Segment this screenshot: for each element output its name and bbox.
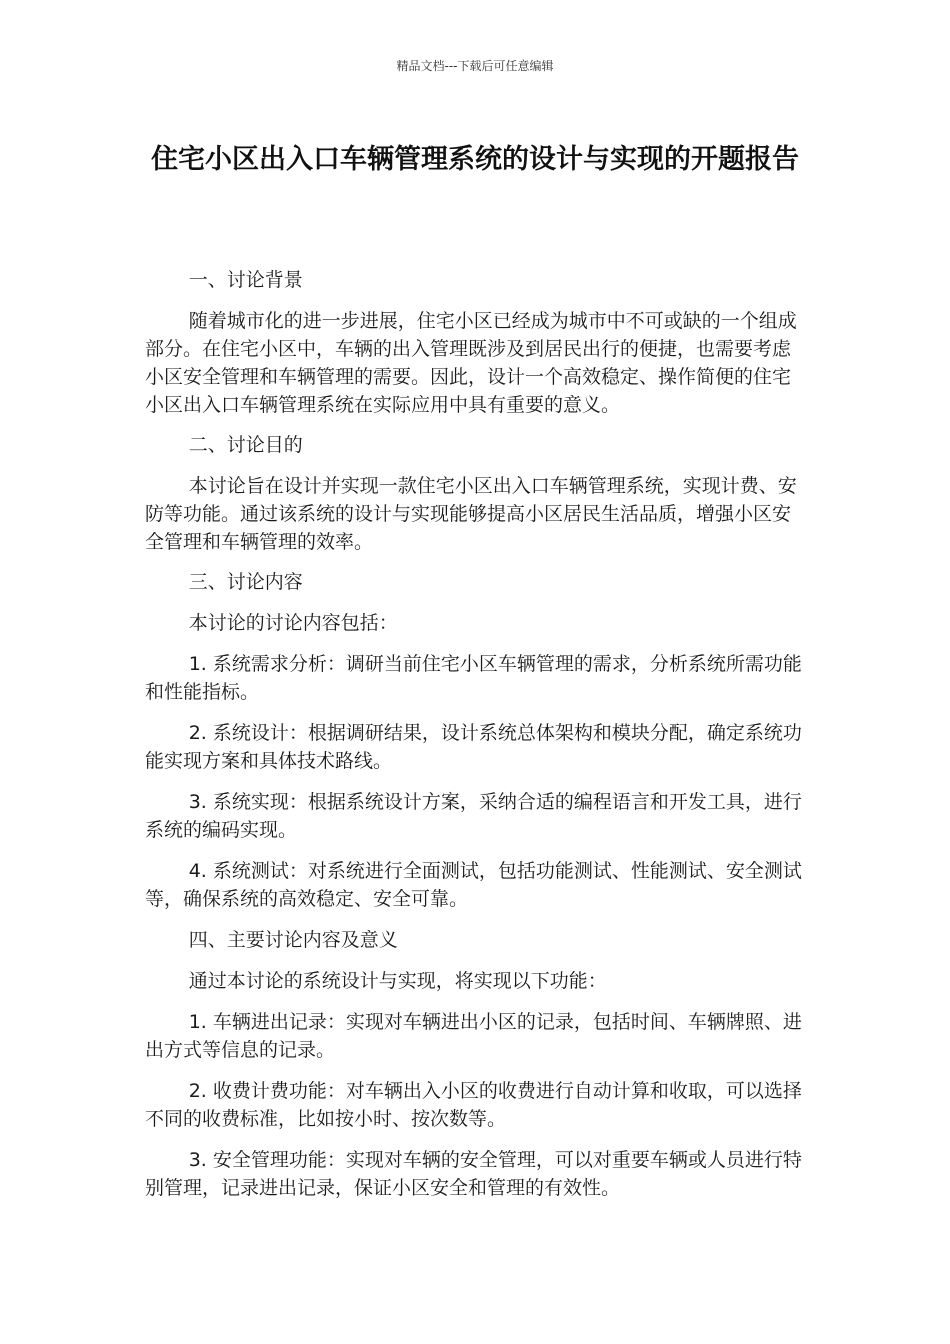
list-item: 3. 安全管理功能：实现对车辆的安全管理，可以对重要车辆或人员进行特别管理，记录进出记录，保证小区安全和管理的有效性。 <box>145 1149 802 1199</box>
list-item: 4. 系统测试：对系统进行全面测试，包括功能测试、性能测试、安全测试等，确保系统的高效稳定、安全可靠。 <box>145 860 802 910</box>
section-heading: 三、讨论内容 <box>188 571 303 593</box>
body-paragraph: 随着城市化的进一步进展，住宅小区已经成为城市中不可或缺的一个组成部分。在住宅小区中，车辆的出入管理既涉及到居民出行的便捷，也需要考虑小区安全管理和车辆管理的需要。因此，设计一个高效稳定、操作简便的住宅小区出入口车辆管理系统在实际应用中具有重要的意义。 <box>145 310 797 416</box>
section-heading: 一、讨论背景 <box>188 269 303 291</box>
list-item: 1. 系统需求分析：调研当前住宅小区车辆管理的需求，分析系统所需功能和性能指标。 <box>145 653 802 703</box>
page-header: 精品文档---下载后可任意编辑 <box>396 59 554 73</box>
document-title: 住宅小区出入口车辆管理系统的设计与实现的开题报告 <box>151 144 799 175</box>
section-intro: 通过本讨论的系统设计与实现，将实现以下功能： <box>188 970 607 992</box>
body-paragraph: 本讨论旨在设计并实现一款住宅小区出入口车辆管理系统，实现计费、安防等功能。通过该系统的设计与实现能够提高小区居民生活品质，增强小区安全管理和车辆管理的效率。 <box>145 475 797 553</box>
section-heading: 四、主要讨论内容及意义 <box>188 929 398 951</box>
list-item: 1. 车辆进出记录：实现对车辆进出小区的记录，包括时间、车辆牌照、进出方式等信息的记录。 <box>145 1011 802 1061</box>
list-item: 2. 收费计费功能：对车辆出入小区的收费进行自动计算和收取，可以选择不同的收费标准，比如按小时、按次数等。 <box>145 1080 802 1130</box>
section-intro: 本讨论的讨论内容包括： <box>188 612 398 634</box>
list-item: 3. 系统实现：根据系统设计方案，采纳合适的编程语言和开发工具，进行系统的编码实现。 <box>145 791 802 841</box>
list-item: 2. 系统设计：根据调研结果，设计系统总体架构和模块分配，确定系统功能实现方案和具体技术路线。 <box>145 722 802 772</box>
section-heading: 二、讨论目的 <box>188 434 303 456</box>
document-body <box>145 266 805 1215</box>
